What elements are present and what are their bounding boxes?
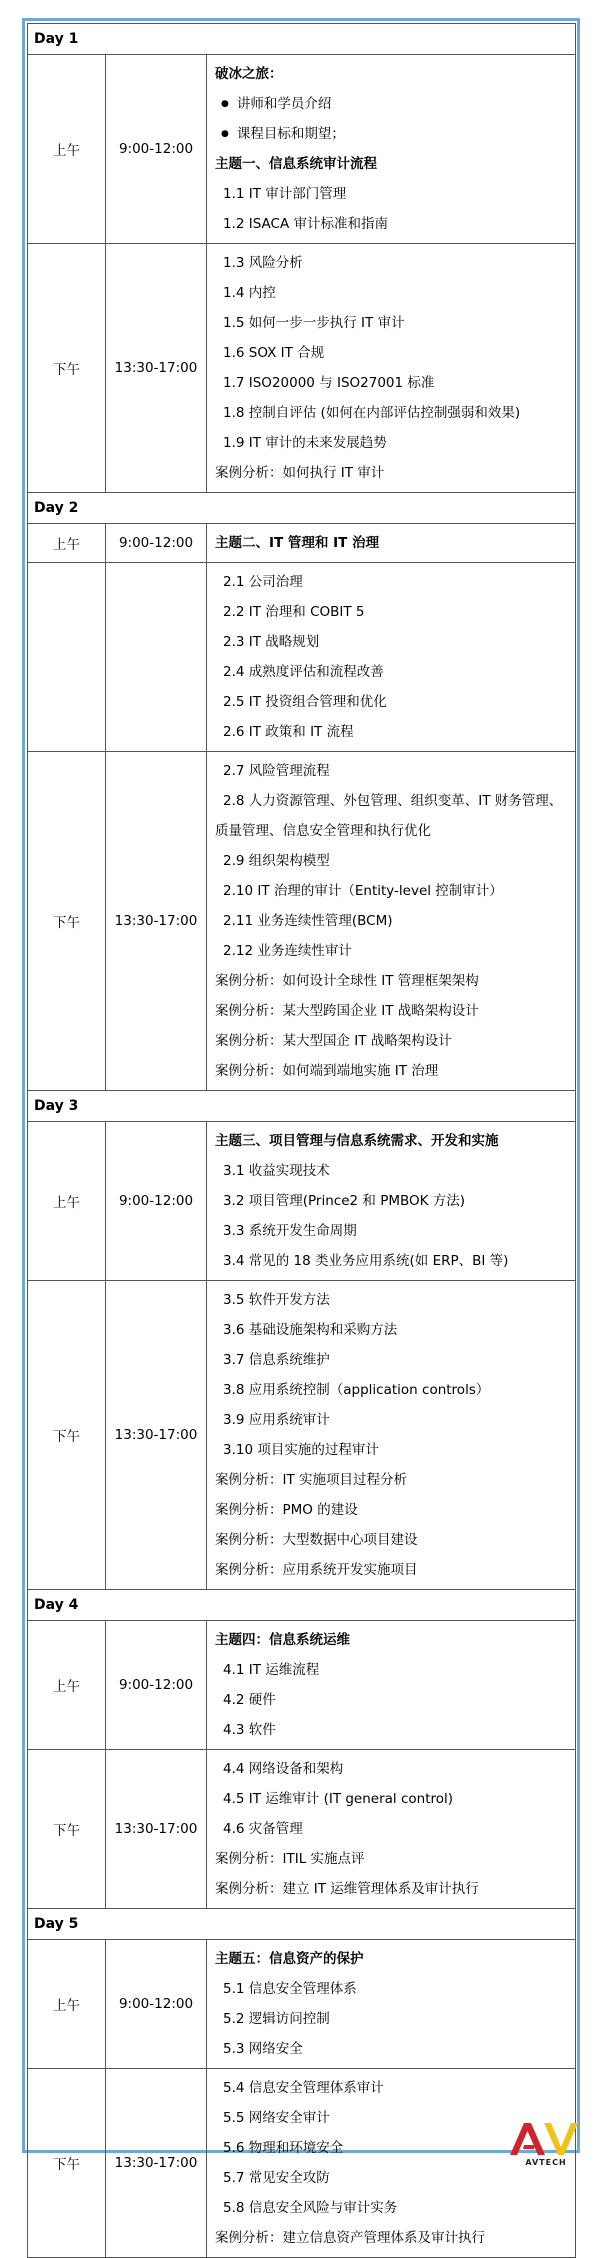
session-row: [28, 563, 576, 752]
content-line: 3.3 系统开发生命周期: [223, 1223, 357, 1239]
content-line: 1.2 ISACA 审计标准和指南: [223, 216, 389, 232]
session-content: [207, 244, 576, 493]
day-header-row: [28, 1909, 576, 1940]
content-line: 1.6 SOX IT 合规: [223, 345, 325, 361]
content-line: 破冰之旅：: [215, 66, 283, 82]
content-line: 3.9 应用系统审计: [223, 1412, 330, 1428]
content-line: 2.10 IT 治理的审计（Entity-level 控制审计）: [223, 883, 503, 899]
content-line: 主题三、项目管理与信息系统需求、开发和实施: [215, 1133, 499, 1149]
session-time: 9:00-12:00: [106, 1122, 207, 1281]
content-line: 2.11 业务连续性管理(BCM): [223, 913, 393, 929]
content-line: 4.3 软件: [223, 1722, 276, 1738]
session-time: 9:00-12:00: [106, 55, 207, 244]
session-period: 上午: [28, 1940, 106, 2069]
content-line: 案例分析：IT 实施项目过程分析: [215, 1472, 408, 1488]
session-period: [28, 563, 106, 752]
session-content: [207, 55, 576, 244]
content-line: 1.5 如何一步一步执行 IT 审计: [223, 315, 405, 331]
session-row: [28, 752, 576, 1091]
session-time: 13:30-17:00: [106, 1281, 207, 1590]
content-line: 2.1 公司治理: [223, 574, 303, 590]
content-line: 4.6 灾备管理: [223, 1821, 303, 1837]
session-time: 13:30-17:00: [106, 1750, 207, 1909]
content-line: 2.4 成熟度评估和流程改善: [223, 664, 384, 680]
day-title: Day 4: [28, 1590, 576, 1621]
session-row: [28, 55, 576, 244]
content-line: 5.6 物理和环境安全: [223, 2140, 344, 2156]
content-line: 2.3 IT 战略规划: [223, 634, 320, 650]
day-title: Day 2: [28, 493, 576, 524]
session-content: [207, 1281, 576, 1590]
session-period: 下午: [28, 1281, 106, 1590]
session-period: 下午: [28, 244, 106, 493]
content-line: 案例分析：某大型国企 IT 战略架构设计: [215, 1033, 452, 1049]
content-line: 5.1 信息安全管理体系: [223, 1981, 357, 1997]
session-content: [207, 524, 576, 563]
content-line: 5.2 逻辑访问控制: [223, 2011, 330, 2027]
content-line: 案例分析：应用系统开发实施项目: [215, 1562, 418, 1578]
content-line: 主题二、IT 管理和 IT 治理: [215, 535, 380, 551]
content-line: 主题五：信息资产的保护: [215, 1951, 364, 1967]
session-time: 13:30-17:00: [106, 244, 207, 493]
content-line: 案例分析：如何设计全球性 IT 管理框架架构: [215, 973, 479, 989]
content-line: 质量管理、信息安全管理和执行优化: [215, 823, 431, 839]
session-content: [207, 563, 576, 752]
avtech-logo: [504, 2117, 594, 2167]
schedule-table: [27, 23, 576, 2258]
logo-text: AVTECH: [525, 2158, 567, 2167]
content-line: 3.4 常见的 18 类业务应用系统(如 ERP、BI 等): [223, 1253, 509, 1269]
day-header-row: [28, 493, 576, 524]
content-line: 5.5 网络安全审计: [223, 2110, 330, 2126]
day-header-row: [28, 24, 576, 55]
session-period: 上午: [28, 55, 106, 244]
content-line: 3.5 软件开发方法: [223, 1292, 330, 1308]
content-line: 2.2 IT 治理和 COBIT 5: [223, 604, 365, 620]
content-line: 1.8 控制自评估 (如何在内部评估控制强弱和效果): [223, 405, 521, 421]
content-line: 2.8 人力资源管理、外包管理、组织变革、IT 财务管理、: [223, 793, 563, 809]
session-period: 下午: [28, 752, 106, 1091]
session-time: 9:00-12:00: [106, 1940, 207, 2069]
session-row: [28, 1750, 576, 1909]
session-row: [28, 1122, 576, 1281]
session-period: 下午: [28, 2069, 106, 2258]
session-content: [207, 1621, 576, 1750]
content-line: 案例分析：如何端到端地实施 IT 治理: [215, 1063, 439, 1079]
content-line: 2.9 组织架构模型: [223, 853, 330, 869]
session-content: [207, 752, 576, 1091]
content-line: 2.6 IT 政策和 IT 流程: [223, 724, 354, 740]
content-line: 3.6 基础设施架构和采购方法: [223, 1322, 398, 1338]
session-period: 上午: [28, 1122, 106, 1281]
content-line: 2.12 业务连续性审计: [223, 943, 352, 959]
day-title: Day 1: [28, 24, 576, 55]
session-time: 13:30-17:00: [106, 2069, 207, 2258]
session-time: 9:00-12:00: [106, 524, 207, 563]
content-line: 3.7 信息系统维护: [223, 1352, 330, 1368]
day-title: Day 3: [28, 1091, 576, 1122]
content-line: 案例分析：建立信息资产管理体系及审计执行: [215, 2230, 485, 2246]
session-row: [28, 1281, 576, 1590]
content-line: ● 课程目标和期望；: [215, 119, 571, 149]
session-time: 9:00-12:00: [106, 1621, 207, 1750]
content-line: 1.1 IT 审计部门管理: [223, 186, 347, 202]
session-row: [28, 2069, 576, 2258]
av-mark-icon: [510, 2123, 578, 2155]
session-period: 上午: [28, 524, 106, 563]
content-line: 3.10 项目实施的过程审计: [223, 1442, 379, 1458]
content-line: 5.4 信息安全管理体系审计: [223, 2080, 384, 2096]
content-line: 3.2 项目管理(Prince2 和 PMBOK 方法): [223, 1193, 466, 1209]
content-line: 案例分析：ITIL 实施点评: [215, 1851, 365, 1867]
content-line: 主题四：信息系统运维: [215, 1632, 350, 1648]
day-header-row: [28, 1590, 576, 1621]
session-period: 上午: [28, 1621, 106, 1750]
session-time: 13:30-17:00: [106, 752, 207, 1091]
content-line: 3.1 收益实现技术: [223, 1163, 330, 1179]
content-line: 案例分析：如何执行 IT 审计: [215, 465, 385, 481]
content-line: 主题一、信息系统审计流程: [215, 156, 377, 172]
content-line: 1.9 IT 审计的未来发展趋势: [223, 435, 387, 451]
content-line: 5.8 信息安全风险与审计实务: [223, 2200, 398, 2216]
session-row: [28, 244, 576, 493]
session-content: [207, 1940, 576, 2069]
session-content: [207, 1750, 576, 1909]
session-row: [28, 1940, 576, 2069]
content-line: 1.3 风险分析: [223, 255, 303, 271]
content-line: 4.1 IT 运维流程: [223, 1662, 320, 1678]
content-line: 4.4 网络设备和架构: [223, 1761, 344, 1777]
content-line: ● 讲师和学员介绍: [215, 89, 571, 119]
content-line: 案例分析：某大型跨国企业 IT 战略架构设计: [215, 1003, 479, 1019]
content-line: 案例分析：大型数据中心项目建设: [215, 1532, 418, 1548]
content-line: 案例分析：PMO 的建设: [215, 1502, 358, 1518]
content-line: 5.3 网络安全: [223, 2041, 303, 2057]
day-header-row: [28, 1091, 576, 1122]
session-content: [207, 1122, 576, 1281]
content-line: 1.4 内控: [223, 285, 276, 301]
content-line: 2.5 IT 投资组合管理和优化: [223, 694, 387, 710]
content-line: 案例分析：建立 IT 运维管理体系及审计执行: [215, 1881, 479, 1897]
session-period: 下午: [28, 1750, 106, 1909]
session-row: [28, 1621, 576, 1750]
content-line: 4.2 硬件: [223, 1692, 276, 1708]
day-title: Day 5: [28, 1909, 576, 1940]
content-line: 1.7 ISO20000 与 ISO27001 标准: [223, 375, 435, 391]
session-time: [106, 563, 207, 752]
content-line: 2.7 风险管理流程: [223, 763, 330, 779]
content-line: 4.5 IT 运维审计 (IT general control): [223, 1791, 454, 1807]
session-row: [28, 524, 576, 563]
content-line: 5.7 常见安全攻防: [223, 2170, 330, 2186]
content-line: 3.8 应用系统控制（application controls）: [223, 1382, 490, 1398]
